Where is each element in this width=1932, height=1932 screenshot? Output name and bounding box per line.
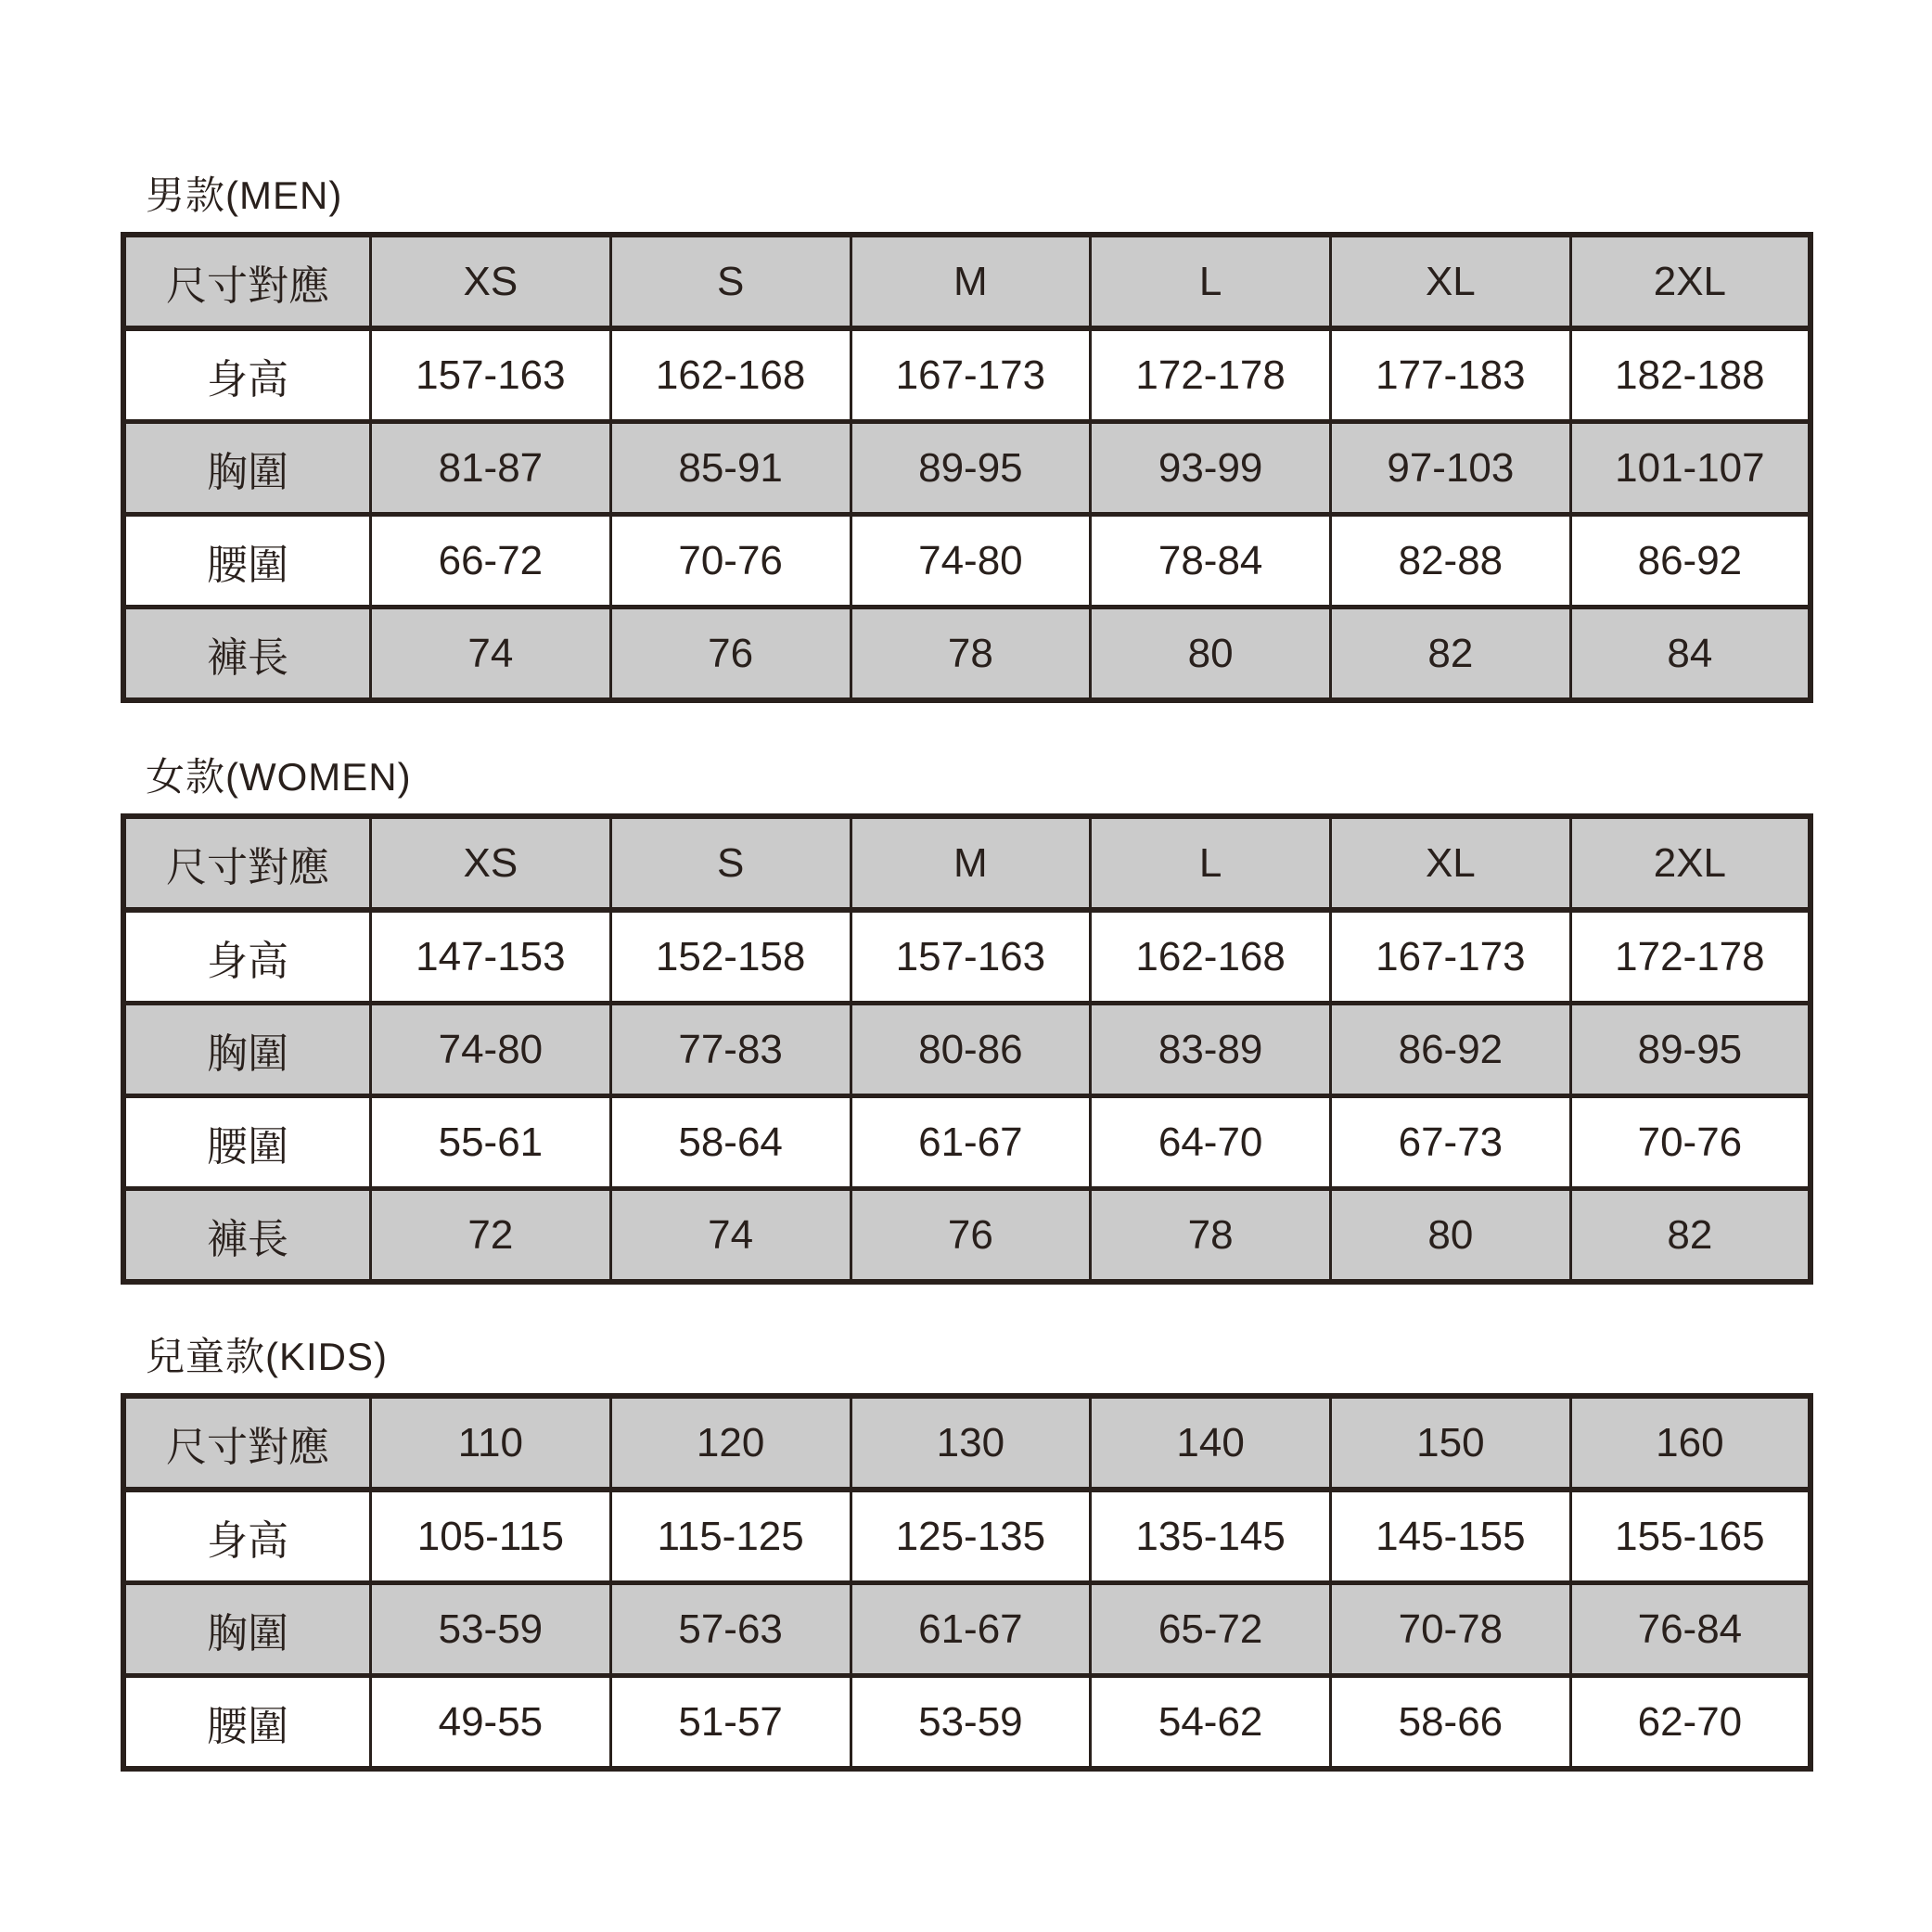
table-title-men: 男款(MEN): [146, 173, 343, 217]
table-row: [123, 328, 1810, 422]
value-cell: 62-70: [1570, 1676, 1810, 1770]
value-cell: 72: [371, 1189, 611, 1283]
row-label-cell: 褲長: [123, 1189, 371, 1283]
value-cell: 145-155: [1331, 1490, 1571, 1583]
table-row: [123, 1096, 1810, 1189]
row-label-cell: 腰圍: [123, 515, 371, 608]
table-row: [123, 1490, 1810, 1583]
row-label-cell: 腰圍: [123, 1676, 371, 1770]
value-cell: 84: [1570, 608, 1810, 701]
value-cell: 89-95: [851, 422, 1091, 515]
size-column-header: XS: [371, 235, 611, 328]
size-column-header: L: [1091, 235, 1331, 328]
value-cell: 157-163: [851, 910, 1091, 1004]
corner-label-cell: 尺寸對應: [123, 1396, 371, 1490]
value-cell: 76: [851, 1189, 1091, 1283]
value-cell: 82: [1331, 608, 1571, 701]
size-column-header: L: [1091, 816, 1331, 910]
value-cell: 182-188: [1570, 328, 1810, 422]
size-table-kids: [121, 1393, 1813, 1772]
value-cell: 78: [851, 608, 1091, 701]
row-label-cell: 身高: [123, 1490, 371, 1583]
row-label-cell: 身高: [123, 328, 371, 422]
row-label-cell: 腰圍: [123, 1096, 371, 1189]
table-row: [123, 1004, 1810, 1096]
value-cell: 53-59: [851, 1676, 1091, 1770]
table-row: [123, 1676, 1810, 1770]
size-column-header: XS: [371, 816, 611, 910]
value-cell: 70-76: [610, 515, 851, 608]
value-cell: 74: [371, 608, 611, 701]
value-cell: 167-173: [1331, 910, 1571, 1004]
table-row: [123, 608, 1810, 701]
size-column-header: 130: [851, 1396, 1091, 1490]
value-cell: 162-168: [610, 328, 851, 422]
size-column-header: 160: [1570, 1396, 1810, 1490]
value-cell: 55-61: [371, 1096, 611, 1189]
value-cell: 147-153: [371, 910, 611, 1004]
value-cell: 155-165: [1570, 1490, 1810, 1583]
value-cell: 177-183: [1331, 328, 1571, 422]
size-column-header: 150: [1331, 1396, 1571, 1490]
value-cell: 101-107: [1570, 422, 1810, 515]
row-label-cell: 胸圍: [123, 1004, 371, 1096]
corner-label-cell: 尺寸對應: [123, 235, 371, 328]
value-cell: 54-62: [1091, 1676, 1331, 1770]
row-label-cell: 胸圍: [123, 1583, 371, 1676]
value-cell: 57-63: [610, 1583, 851, 1676]
size-column-header: M: [851, 235, 1091, 328]
header-row: [123, 1396, 1810, 1490]
size-column-header: XL: [1331, 816, 1571, 910]
value-cell: 115-125: [610, 1490, 851, 1583]
size-chart-section-kids: [121, 1337, 1813, 1772]
header-row: [123, 816, 1810, 910]
size-column-header: 120: [610, 1396, 851, 1490]
value-cell: 89-95: [1570, 1004, 1810, 1096]
table-row: [123, 1189, 1810, 1283]
size-table-men: [121, 232, 1813, 703]
value-cell: 152-158: [610, 910, 851, 1004]
value-cell: 86-92: [1570, 515, 1810, 608]
table-title-kids: 兒童款(KIDS): [146, 1335, 389, 1378]
value-cell: 76-84: [1570, 1583, 1810, 1676]
size-column-header: S: [610, 235, 851, 328]
size-column-header: XL: [1331, 235, 1571, 328]
size-column-header: S: [610, 816, 851, 910]
size-column-header: 140: [1091, 1396, 1331, 1490]
value-cell: 58-64: [610, 1096, 851, 1189]
value-cell: 49-55: [371, 1676, 611, 1770]
value-cell: 61-67: [851, 1096, 1091, 1189]
row-label-cell: 胸圍: [123, 422, 371, 515]
value-cell: 70-78: [1331, 1583, 1571, 1676]
size-chart-section-women: [121, 755, 1813, 1285]
size-table-women: [121, 813, 1813, 1285]
value-cell: 67-73: [1331, 1096, 1571, 1189]
table-row: [123, 1583, 1810, 1676]
value-cell: 74-80: [851, 515, 1091, 608]
value-cell: 81-87: [371, 422, 611, 515]
value-cell: 61-67: [851, 1583, 1091, 1676]
value-cell: 76: [610, 608, 851, 701]
header-row: [123, 235, 1810, 328]
value-cell: 78-84: [1091, 515, 1331, 608]
value-cell: 65-72: [1091, 1583, 1331, 1676]
value-cell: 70-76: [1570, 1096, 1810, 1189]
value-cell: 93-99: [1091, 422, 1331, 515]
table-title-women: 女款(WOMEN): [146, 755, 412, 799]
value-cell: 80: [1091, 608, 1331, 701]
value-cell: 167-173: [851, 328, 1091, 422]
size-chart-section-men: [121, 173, 1813, 703]
size-column-header: 110: [371, 1396, 611, 1490]
value-cell: 80-86: [851, 1004, 1091, 1096]
value-cell: 82-88: [1331, 515, 1571, 608]
value-cell: 86-92: [1331, 1004, 1571, 1096]
value-cell: 74: [610, 1189, 851, 1283]
value-cell: 82: [1570, 1189, 1810, 1283]
row-label-cell: 褲長: [123, 608, 371, 701]
size-column-header: 2XL: [1570, 235, 1810, 328]
row-label-cell: 身高: [123, 910, 371, 1004]
size-column-header: 2XL: [1570, 816, 1810, 910]
value-cell: 125-135: [851, 1490, 1091, 1583]
value-cell: 80: [1331, 1189, 1571, 1283]
value-cell: 83-89: [1091, 1004, 1331, 1096]
value-cell: 53-59: [371, 1583, 611, 1676]
value-cell: 51-57: [610, 1676, 851, 1770]
value-cell: 162-168: [1091, 910, 1331, 1004]
value-cell: 74-80: [371, 1004, 611, 1096]
value-cell: 172-178: [1091, 328, 1331, 422]
value-cell: 172-178: [1570, 910, 1810, 1004]
value-cell: 78: [1091, 1189, 1331, 1283]
value-cell: 64-70: [1091, 1096, 1331, 1189]
value-cell: 97-103: [1331, 422, 1571, 515]
table-row: [123, 910, 1810, 1004]
value-cell: 157-163: [371, 328, 611, 422]
value-cell: 58-66: [1331, 1676, 1571, 1770]
table-row: [123, 422, 1810, 515]
value-cell: 135-145: [1091, 1490, 1331, 1583]
value-cell: 85-91: [610, 422, 851, 515]
value-cell: 77-83: [610, 1004, 851, 1096]
table-row: [123, 515, 1810, 608]
value-cell: 105-115: [371, 1490, 611, 1583]
size-column-header: M: [851, 816, 1091, 910]
value-cell: 66-72: [371, 515, 611, 608]
corner-label-cell: 尺寸對應: [123, 816, 371, 910]
